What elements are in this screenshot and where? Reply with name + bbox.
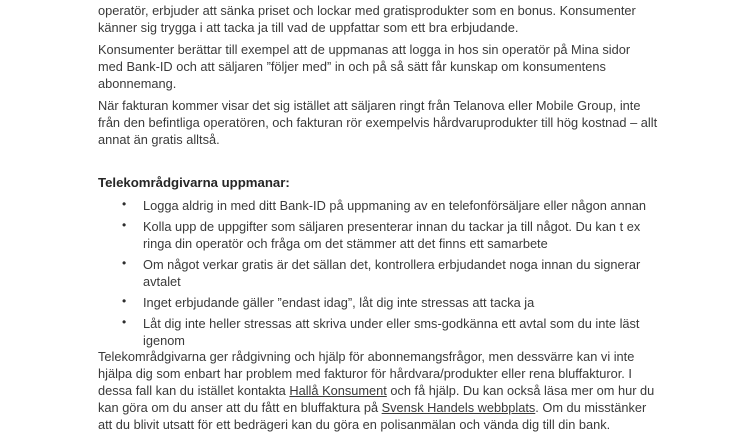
bullet-marker-icon: • [122, 197, 127, 211]
advice-list [98, 197, 658, 349]
closing-paragraph [98, 348, 658, 433]
document-content [98, 0, 658, 433]
advice-list-item-text: Kolla upp de uppgifter som säljaren presenterar innan du tackar ja till något. Du kan t ex ringa din operatör och fråga om det stämmer att det finns ett samarbete [143, 219, 641, 251]
advice-list-item [98, 294, 658, 311]
advice-list-item [98, 315, 658, 349]
paragraph: När fakturan kommer visar det sig istället att säljaren ringt från Telanova eller Mobile Group, inte från den befintliga operatören, och fakturan rör exempelvis hårdvaruprodukter till hög kostnad – allt annat än gratis alltså. [98, 98, 658, 147]
svensk-handels-webbplats-link[interactable]: Svensk Handels webbplats [381, 400, 536, 415]
advice-list-item [98, 256, 658, 290]
advice-list-item-text: Om något verkar gratis är det sällan det, kontrollera erbjudandet noga innan du signerar avtalet [143, 257, 641, 289]
bullet-marker-icon: • [122, 294, 127, 308]
paragraph: operatör, erbjuder att sänka priset och lockar med gratisprodukter som en bonus. Konsumenter känner sig trygga i att tacka ja till vad de uppfattar som ett bra erbjudande. [98, 3, 636, 35]
bullet-marker-icon: • [122, 315, 127, 329]
paragraph: Konsumenter berättar till exempel att de uppmanas att logga in hos sin operatör på Mina sidor med Bank-ID och att säljaren ”följer med” in och på så sätt får kunskap om konsumentens abonnemang. [98, 42, 631, 91]
advice-list-item-text: Inget erbjudande gäller ”endast idag”, låt dig inte stressas att tacka ja [143, 295, 535, 310]
intro-paragraphs [98, 2, 658, 148]
advice-list-item-text: Logga aldrig in med ditt Bank-ID på uppmaning av en telefonförsäljare eller någon annan [143, 198, 646, 213]
advice-list-item-text: Låt dig inte heller stressas att skriva under eller sms-godkänna ett avtal som du inte läst igenom [143, 316, 640, 348]
closing-text-2: och få hjälp. Du kan också läsa mer om hur du kan göra om du anser att du fått en bluffaktura på [98, 383, 655, 415]
bullet-marker-icon: • [122, 218, 127, 232]
halla-konsument-link[interactable]: Hallå Konsument [289, 383, 387, 398]
section-heading: Telekområdgivarna uppmanar: [98, 175, 290, 190]
closing-text-1: Telekområdgivarna ger rådgivning och hjälp för abonnemangsfrågor, men dessvärre kan vi inte hjälpa dig som enbart har problem med fakturor för hårdvara/produkter eller rena bluffakturor. I dessa fall kan du istället kontakta [98, 349, 635, 398]
advice-list-item [98, 197, 658, 214]
advice-list-item [98, 218, 658, 252]
bullet-marker-icon: • [122, 256, 127, 270]
closing-text-3: . Om du misstänker att du blivit utsatt för ett bedrägeri kan du göra en polisanmälan och vända dig till din bank. [98, 400, 647, 432]
